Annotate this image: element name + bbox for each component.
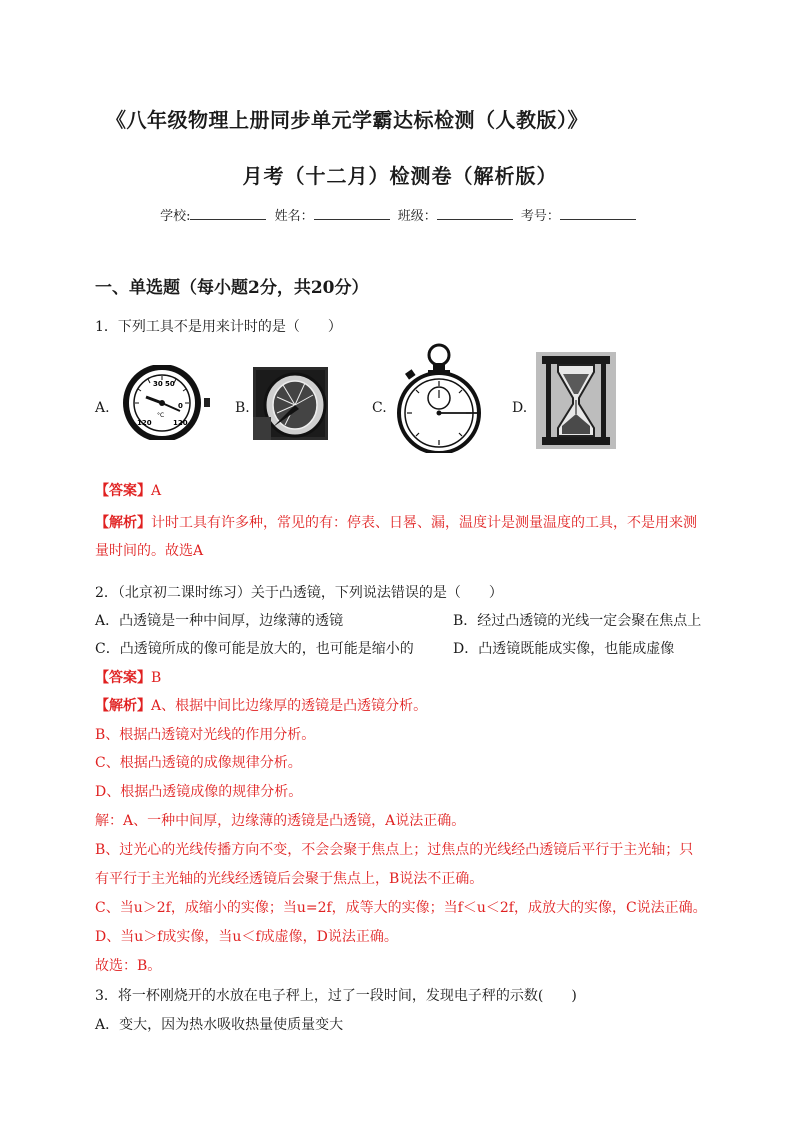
dial-tick-0: 0 (178, 402, 183, 410)
option-b-label: B. (235, 400, 250, 416)
class-label: 班级： (397, 209, 437, 224)
exam-no-blank[interactable] (560, 207, 636, 220)
dial-tick-120-right: 120 (173, 419, 188, 427)
sundial-image (253, 367, 328, 440)
q3-option-a: A．变大，因为热水吸收热量使质量变大 (95, 1017, 344, 1033)
dial-tick-50: 50 (165, 380, 175, 388)
document-title: 《八年级物理上册同步单元学霸达标检测（人教版）》 (106, 108, 588, 132)
name-blank[interactable] (314, 207, 390, 220)
q1-analysis-tag: 【解析】 (95, 515, 151, 531)
exam-no-label: 考号： (520, 209, 560, 224)
q2-analysis-line-4: D、根据凸透镜成像的规律分析。 (95, 784, 303, 800)
school-label: 学校: (160, 209, 191, 224)
dial-unit: °C (157, 412, 165, 419)
q2-option-d: D．凸透镜既能成实像，也能成虚像 (453, 641, 675, 657)
q2-option-b: B．经过凸透镜的光线一定会聚在焦点上 (453, 613, 702, 629)
q2-analysis-line-3: C、根据凸透镜的成像规律分析。 (95, 755, 302, 771)
q1-answer-tag: 【答案】 (95, 483, 151, 499)
dial-tick-30: 30 (153, 380, 163, 388)
question-3-stem: 3．将一杯刚烧开的水放在电子秤上，过了一段时间，发现电子秤的示数( ) (95, 988, 577, 1004)
document-subtitle: 月考（十二月）检测卷（解析版） (242, 164, 558, 188)
q2-analysis-text-1: A、根据中间比边缘厚的透镜是凸透镜分析。 (151, 698, 428, 714)
name-label: 姓名： (274, 209, 314, 224)
q1-analysis-line-2: 量时间的。故选A (95, 543, 204, 559)
stopwatch-image (392, 343, 484, 453)
q2-analysis-line-8: C、当u＞2f，成缩小的实像；当u=2f，成等大的实像；当f＜u＜2f，成放大的实像，C说法正确。 (95, 900, 707, 916)
question-2-stem: 2．（北京初二课时练习）关于凸透镜，下列说法错误的是（ ） (95, 585, 503, 601)
thermometer-dial-image (116, 365, 211, 440)
q2-analysis-line-10: 故选：B。 (95, 958, 162, 974)
section-heading: 一、单选题（每小题2分，共20分） (95, 278, 369, 298)
question-1-stem: 1．下列工具不是用来计时的是（ ） (95, 319, 342, 335)
school-blank[interactable] (190, 207, 266, 220)
option-c-label: C. (372, 400, 387, 416)
q2-answer (95, 667, 161, 687)
student-info-line (0, 205, 800, 224)
option-d-label: D. (512, 400, 528, 416)
q1-analysis-line-1 (95, 512, 697, 532)
q2-option-c: C．凸透镜所成的像可能是放大的，也可能是缩小的 (95, 641, 414, 657)
q2-analysis-tag: 【解析】 (95, 698, 151, 714)
class-blank[interactable] (437, 207, 513, 220)
q2-analysis-line-1 (95, 695, 427, 715)
hourglass-image (536, 352, 616, 449)
q2-analysis-line-5: 解：A、一种中间厚，边缘薄的透镜是凸透镜，A说法正确。 (95, 813, 466, 829)
q2-answer-tag: 【答案】 (95, 670, 151, 686)
q1-analysis-text-1: 计时工具有许多种，常见的有：停表、日晷、漏，温度计是测量温度的工具，不是用来测 (151, 515, 697, 531)
q1-answer-value: A (151, 483, 162, 499)
q2-analysis-line-9: D、当u＞f成实像，当u＜f成虚像，D说法正确。 (95, 929, 398, 945)
option-a-label: A. (95, 400, 110, 416)
q2-analysis-line-2: B、根据凸透镜对光线的作用分析。 (95, 727, 316, 743)
q2-answer-value: B (151, 670, 162, 686)
dial-tick-120-left: 120 (137, 419, 152, 427)
q1-answer (95, 480, 161, 500)
q2-option-a: A．凸透镜是一种中间厚，边缘薄的透镜 (95, 613, 344, 629)
q2-analysis-line-7: 有平行于主光轴的光线经透镜后会聚于焦点上，B说法不正确。 (95, 871, 484, 887)
q2-analysis-line-6: B、过光心的光线传播方向不变，不会会聚于焦点上；过焦点的光线经凸透镜后平行于主光轴；只 (95, 842, 694, 858)
